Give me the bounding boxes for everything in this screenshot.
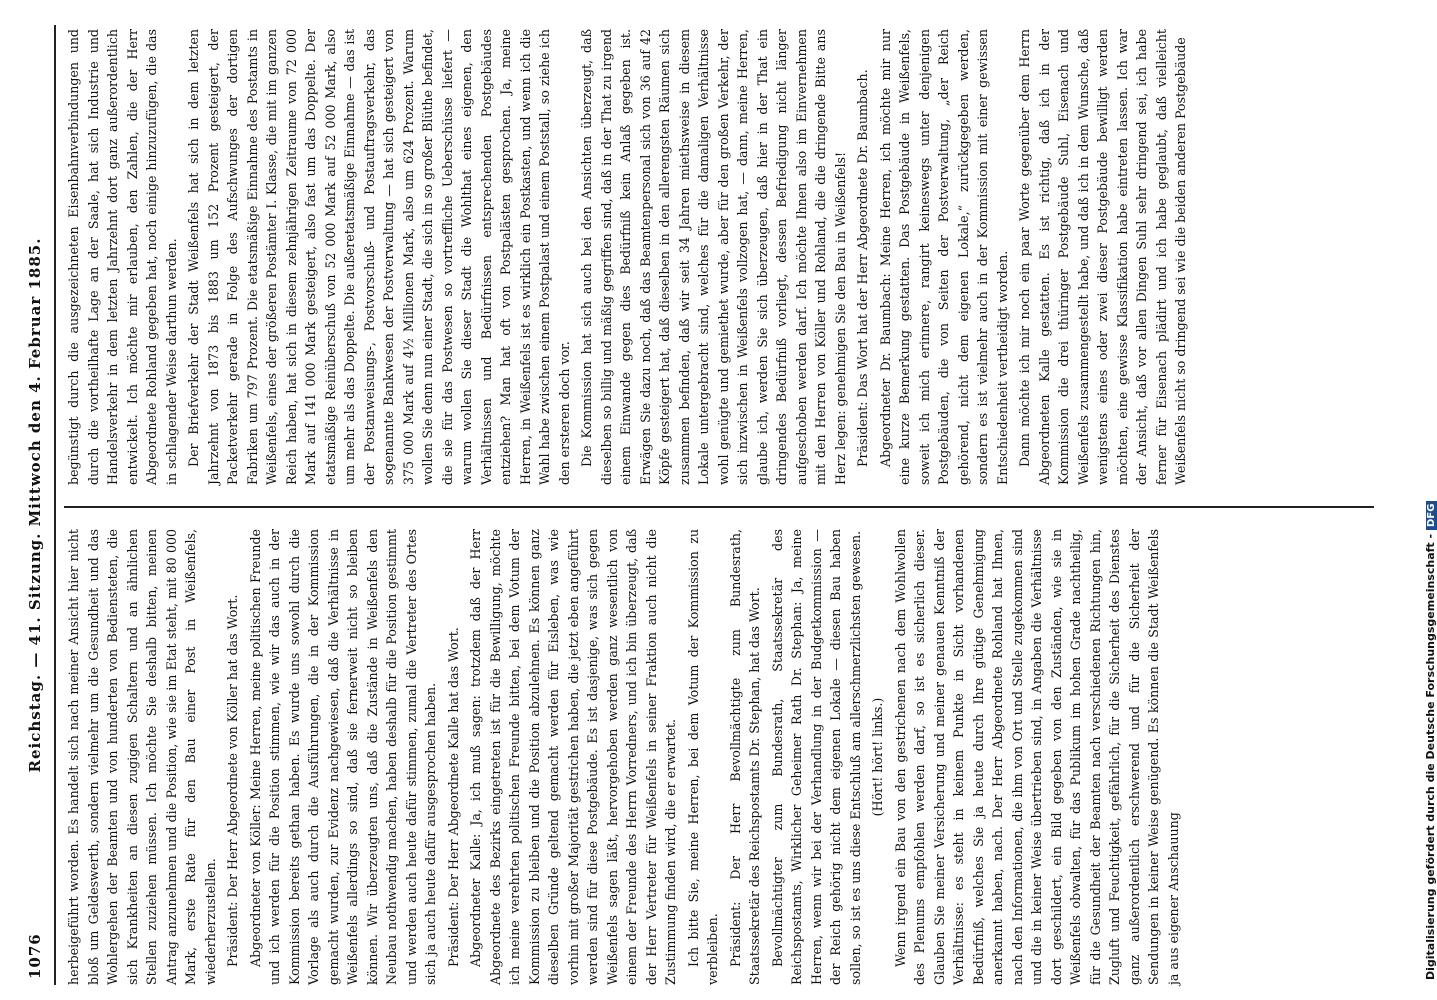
digitization-text: Digitalisierung gefördert durch die Deutsche Forschungsgemeinschaft - <box>1424 533 1437 980</box>
paragraph: herbeigeführt worden. Es handelt sich nach meiner Ansicht hier nicht bloß um Geldeswerth, sondern vielmehr um die Gesundheit und das Wohlergehen der Beamten und von hunderten von Bediensteten, die sich Krankheiten an diesen zugigen Schaltern und an ähnlichen Stellen zuziehen müssen. Ich möchte Sie deshalb bitten, meinen Antrag anzunehmen und die Position, wie sie im Etat steht, mit 80 000 Mark, erste Rate für den Bau einer Post in Weißenfels, wiederherzustellen. <box>66 529 218 985</box>
paragraph: Der Briefverkehr der Stadt Weißenfels hat sich in dem letzten Jahrzehnt von 1873 bis 1883 um 152 Prozent gesteigert, der Packetverkehr gerade in Folge des Aufschwunges der dortigen Fabriken um 797 Prozent. Die etatsmäßige Einnahme des Postamts in Weißenfels, eines der größeren Postämter I. Klasse, die mit im ganzen Reich haben, hat sich in diesem zehnjährigen Zeitraume von 72 000 Mark auf 141 000 Mark gesteigert, also fast um das Doppelte. Der etatsmäßige Reinüberschuß von 52 000 Mark auf 52 000 Mark, also um mehr als das Doppelte. Die außeretatsmäßige Einnahme — das ist der Postanweisungs-, Postvorschuß- und Postauftragsverkehr, das sogenannte Bankwesen der Postverwaltung — hat sich gesteigert von 375 000 Mark auf 4½ Millionen Mark, also um 624 Prozent. Warum wollen Sie denn nun einer Stadt, die sich in so großer Blüthe befindet, die sie für das Postwesen so vortreffliche Ueberschüsse liefert — warum wollen Sie dieser Stadt die Wohlthat eines eigenen, den Verhältnissen und Bedürfnissen entsprechenden Postgebäudes entziehen? Man hat oft von Postpalästen gesprochen. Ja, meine Herren, in Weißenfels ist es wirklich ein Postkasten, und wenn ich die Wahl habe zwischen einem Postpalast und einem Poststall, so ziehe ich den ersteren doch vor. <box>186 29 572 485</box>
digitization-note <box>1410 20 1437 980</box>
paragraph: Die Kommission hat sich auch bei den Ansichten überzeugt, daß dieselben so billig und mäßig gegriffen sind, daß in der That zu irgend einem Einwande gegen dies Bedürfniß kein Anlaß gegeben ist. Erwägen Sie dazu noch, daß das Beamtenpersonal sich von 36 auf 42 Köpfe gesteigert hat, daß dieselben in den allerengsten Räumen sich zusammen befinden, daß wir seit 34 Jahren miethsweise in diesem Lokale untergebracht sind, welches für die damaligen Verhältnisse wohl genügte und gemiethet wurde, aber für den großen Verkehr, der sich inzwischen in Weißenfels vollzogen hat, — dann, meine Herren, glaube ich, werden Sie sich überzeugen, daß hier in der That ein dringendes Bedürfniß vorliegt, dessen Befriedigung nicht länger aufgeschoben werden darf. Ich möchte Ihnen also im Einvernehmen mit den Herren von Köller und Rohland, die die dringende Bitte ans Herz legen: genehmigen Sie den Bau in Weißenfels! <box>579 29 848 485</box>
running-head: Reichstag. — 41. Sitzung. Mittwoch den 4. Februar 1885. <box>26 237 44 773</box>
paragraph: Präsident: Der Herr Abgeordnete von Köller hat das Wort. <box>225 594 240 967</box>
paragraph: Abgeordneter Dr. Baumbach: Meine Herren, ich möchte mir nur eine kurze Bemerkung gestatten. Das Postgebäude in Weißenfels, soweit ich mich erinnere, rangirt keineswegs unter denjenigen Postgebäuden, die von Seiten der Postverwaltung, „der Reich gehörend, nicht dem eigenen Lokale,“ zurückgegeben werden, sondern es ist vielmehr auch in der Kommission mit einer gewissen Entschiedenheit vertheidigt worden. <box>877 29 1010 485</box>
paragraph: Dann möchte ich mir noch ein paar Worte gegenüber dem Herrn Abgeordneten Kalle gestatten. Es ist richtig, daß ich in der Kommission die drei thüringer Postgebäude Suhl, Eisenach und Weißenfels zusammengestellt habe, und daß ich in dem Wunsche, daß wenigstens eines oder zwei dieser Postgebäude bewilligt werden möchten, eine gewisse Klassifikation habe eintreten lassen. Ich war der Ansicht, daß vor allen Dingen Suhl sehr dringend sei, ich habe ferner für Eisenach plädirt und ich habe geglaubt, daß vielleicht Weißenfels nicht so dringend sei wie die beiden anderen Postgebäude <box>1017 29 1188 485</box>
left-column <box>64 529 1364 985</box>
header-rule <box>54 25 56 985</box>
paragraph: Präsident: Der Herr Abgeordnete Kalle hat das Wort. <box>445 627 461 967</box>
page-header <box>20 25 54 985</box>
interjection: (Hört! hört! links.) <box>870 697 885 817</box>
right-column <box>64 29 1364 485</box>
dfg-badge: DFG <box>1426 501 1437 530</box>
paragraph: Bevollmächtigter zum Bundesrath, Staatssekretär des Reichspostamts, Wirklicher Geheimer Rath Dr. Stephan: Ja, meine Herren, wenn wir bei der Verhandlung in der Budgetkommission — der Reich gehörig nicht dem eigenen Lokale — diesen Bau haben sollen, so ist es uns diese Entschluß am allerschmerzlichsten gewesen. <box>769 529 863 985</box>
paragraph: Abgeordneter Kalle: Ja, ich muß sagen: trotzdem daß der Herr Abgeordnete des Bezirks eingetreten ist für die Bewilligung, möchte ich meine verehrten politischen Freunde bitten, bei dem Votum der Kommission zu bleiben und die Position abzulehnen. Es können ganz dieselben Gründe geltend gemacht werden für Eisleben, was wie vorhin mit großer Majorität gestrichen haben, die jetzt eben angeführt werden sind für diese Postgebäude. Es ist dasjenige, was sich gegen Weißenfels sagen läßt, hervorgehoben werden ganz wesentlich von einem der Freunde des Herrn Vorredners, und ich bin überzeugt, daß der Herr Vertreter für Weißenfels in seiner Fraktion auch nicht die Zustimmung finden wird, die er erwartet. <box>468 529 678 985</box>
paragraph: Wenn irgend ein Bau von den gestrichenen nach dem Wohlwollen des Plenums empfohlen werden darf, so ist es sicherlich dieser. Glauben Sie meiner Versicherung und meiner genauen Kenntniß der Verhältnisse: es steht in keinem Punkte in Sicht vorhandenen Bedürfniß, welches Sie ja heute durch Ihre gütige Genehmigung anerkannt haben, nach. Der Herr Abgeordnete Rohland hat Ihnen, nach den Informationen, die ihm von Ort und Stelle zugekommen sind und die in keiner Weise übertrieben sind, in Angaben die Verhältnisse dort geschildert, ein Bild gegeben von den Zuständen, wie sie in Weißenfels obwalten, für das Publikum im hohen Grade nachtheilig, für die Gesundheit der Beamten nach verschiedenen Richtungen hin, Zugluft und Feuchtigkeit, gefährlich, für die Sicherheit des Dienstes ganz außerordentlich erschwerend und für die Sicherheit der Sendungen in keiner Weise genügend. Es können die Stadt Weißenfels ja aus eigener Anschauung <box>892 529 1181 985</box>
rotated-page <box>20 25 1400 985</box>
column-rule <box>64 506 1374 508</box>
paragraph: Präsident: Das Wort hat der Herr Abgeordnete Dr. Baumbach. <box>855 69 870 467</box>
paragraph: Ich bitte Sie, meine Herren, bei dem Votum der Kommission zu verbleiben. <box>685 529 720 985</box>
paragraph: Präsident: Der Herr Bevollmächtigte zum Bundesrath, Staatssekretär des Reichspostamts Dr. Stephan, hat das Wort. <box>727 529 762 985</box>
page-number: 1076 <box>26 933 44 979</box>
paragraph: Abgeordneter von Köller: Meine Herren, meine politischen Freunde und ich werden für die Position stimmen, wie wir das auch in der Kommission bereits gethan haben. Es wurde uns sowohl durch die Vorlage als auch durch die Ausführungen, die in der Kommission gemacht wurden, zur Evidenz nachgewiesen, daß die Verhältnisse in Weißenfels allerdings so sind, daß sie fernerweit nicht so bleiben können. Wir überzeugten uns, daß die Zustände in Weißenfels den Neubau nothwendig machen, haben deshalb für die Position gestimmt und werden auch heute dafür stimmen, zumal die Vertreter des Ortes sich ja auch heute dafür ausgesprochen haben. <box>247 529 438 985</box>
paragraph: begünstigt durch die ausgezeichneten Eisenbahnverbindungen und durch die vortheilhafte Lage an der Saale, hat sich Industrie und Handelsverkehr in dem letzten Jahrzehnt dort ganz außerordentlich entwickelt. Ich möchte mir erlauben, den Zahlen, die der Herr Abgeordnete Rohland gegeben hat, noch einige hinzuzufügen, die das in schlagender Weise darthun werden. <box>66 29 179 485</box>
